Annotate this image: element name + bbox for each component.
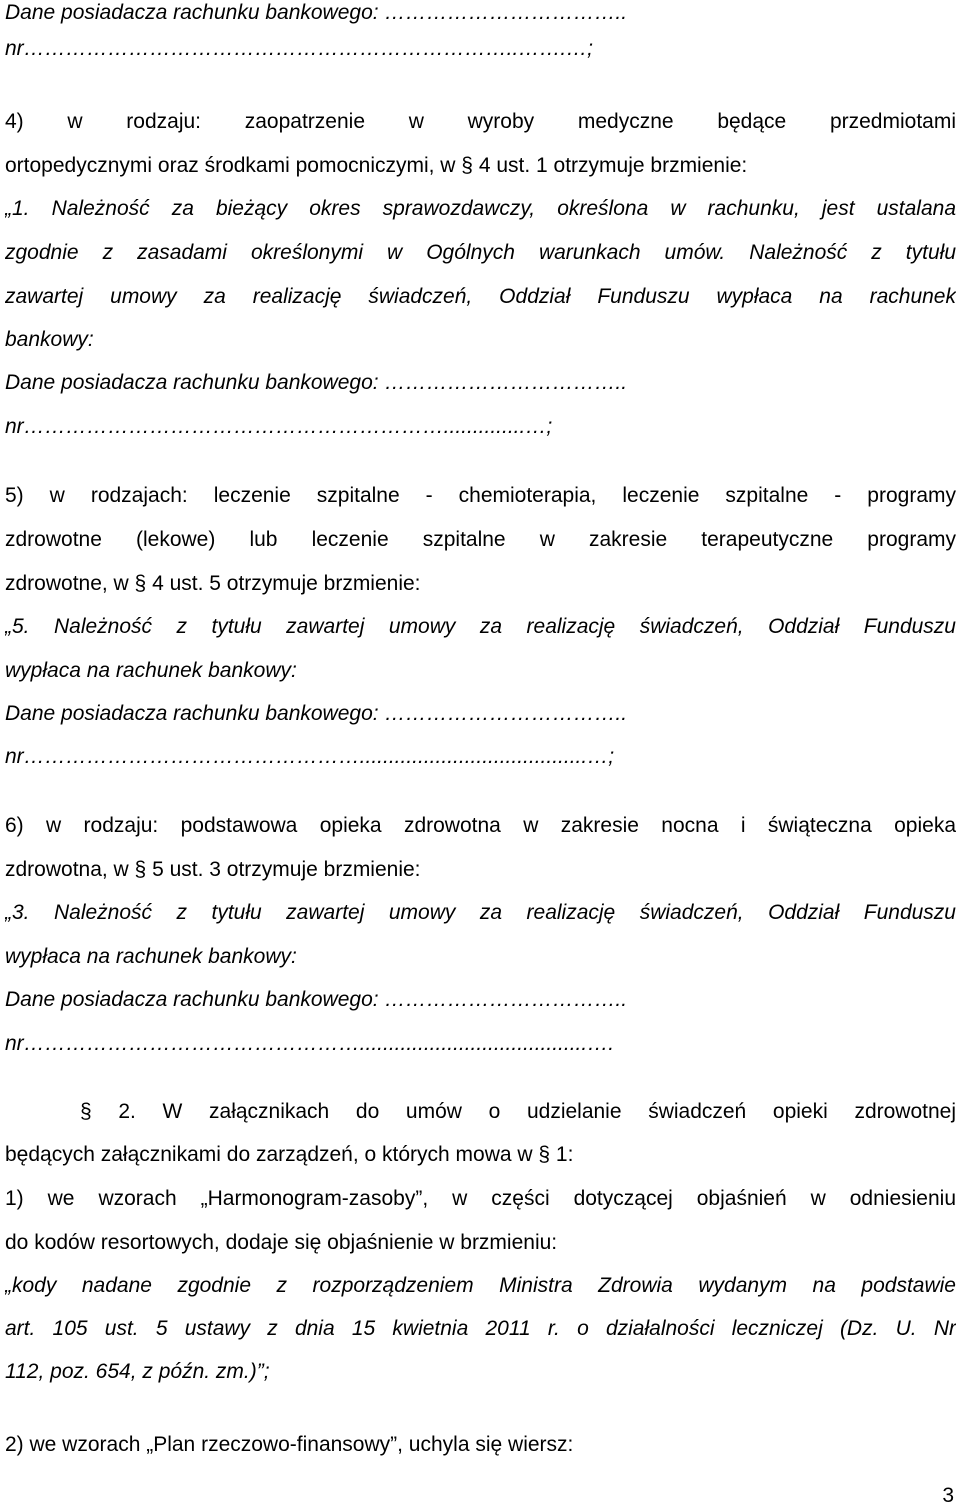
text-line: ortopedycznymi oraz środkami pomocniczymi, w § 4 ust. 1 otrzymuje brzmienie:	[5, 154, 748, 177]
text-line: Dane posiadacza rachunku bankowego: ……………………………..	[5, 371, 628, 394]
text-line: „5. Należność z tytułu zawartej umowy za realizację świadczeń, Oddział Funduszu	[5, 615, 956, 638]
text-line: 2) we wzorach „Plan rzeczowo-finansowy”, uchyla się wiersz:	[5, 1433, 574, 1456]
text-line: wypłaca na rachunek bankowy:	[5, 659, 297, 682]
text-line: nr………………………………………….......................................…;	[5, 745, 615, 768]
text-line: 4) w rodzaju: zaopatrzenie w wyroby medyczne będące przedmiotami	[5, 110, 956, 133]
text-line: 5) w rodzajach: leczenie szpitalne - chemioterapia, leczenie szpitalne - programy	[5, 484, 956, 507]
text-line: 1) we wzorach „Harmonogram-zasoby”, w części dotyczącej objaśnień w odniesieniu	[5, 1187, 956, 1210]
text-line: wypłaca na rachunek bankowy:	[5, 945, 297, 968]
text-line: „1. Należność za bieżący okres sprawozdawczy, określona w rachunku, jest ustalana	[5, 197, 956, 220]
text-line: zdrowotna, w § 5 ust. 3 otrzymuje brzmienie:	[5, 858, 421, 881]
text-line: nr……………………………………………………..............…;	[5, 415, 553, 438]
text-line: § 2. W załącznikach do umów o udzielanie świadczeń opieki zdrowotnej	[80, 1100, 956, 1123]
text-line: nr……………………………………………………………..…….…;	[5, 37, 594, 60]
text-line: do kodów resortowych, dodaje się objaśnienie w brzmieniu:	[5, 1231, 558, 1254]
text-line: art. 105 ust. 5 ustawy z dnia 15 kwietnia 2011 r. o działalności leczniczej (Dz. U. Nr	[5, 1317, 956, 1340]
page-number: 3	[942, 1484, 954, 1507]
text-line: Dane posiadacza rachunku bankowego: ……………………………..	[5, 1, 628, 24]
text-line: Dane posiadacza rachunku bankowego: ……………………………..	[5, 702, 628, 725]
text-line: zgodnie z zasadami określonymi w Ogólnych warunkach umów. Należność z tytułu	[5, 241, 956, 264]
text-line: nr………………………………………….......................................….	[5, 1032, 615, 1055]
text-line: zdrowotne, w § 4 ust. 5 otrzymuje brzmienie:	[5, 572, 421, 595]
text-line: 112, poz. 654, z późn. zm.)”;	[5, 1360, 270, 1383]
text-line: „3. Należność z tytułu zawartej umowy za realizację świadczeń, Oddział Funduszu	[5, 901, 956, 924]
text-line: zdrowotne (lekowe) lub leczenie szpitalne w zakresie terapeutyczne programy	[5, 528, 956, 551]
text-line: 6) w rodzaju: podstawowa opieka zdrowotna w zakresie nocna i świąteczna opieka	[5, 814, 956, 837]
text-line: „kody nadane zgodnie z rozporządzeniem Ministra Zdrowia wydanym na podstawie	[5, 1274, 956, 1297]
text-line: bankowy:	[5, 328, 94, 351]
text-line: zawartej umowy za realizację świadczeń, Oddział Funduszu wypłaca na rachunek	[5, 285, 956, 308]
text-line: będących załącznikami do zarządzeń, o których mowa w § 1:	[5, 1143, 574, 1166]
text-line: Dane posiadacza rachunku bankowego: ……………………………..	[5, 988, 628, 1011]
